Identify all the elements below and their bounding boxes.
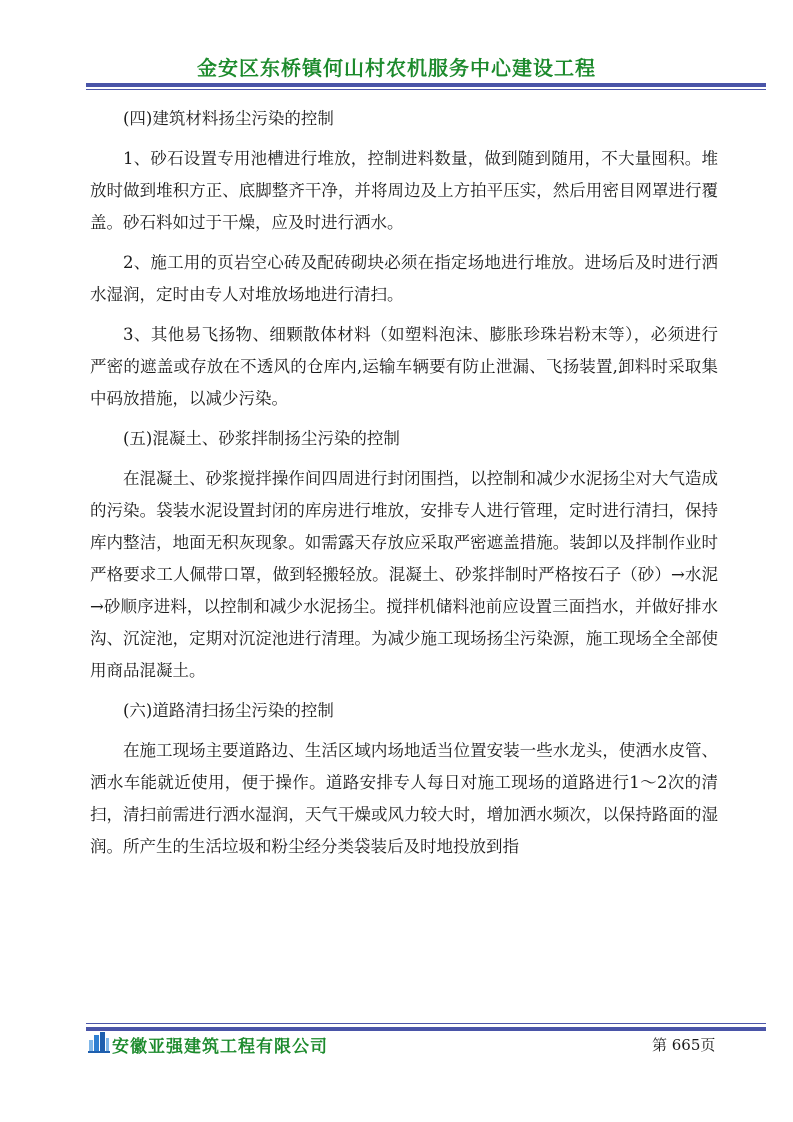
footer-rule-thin xyxy=(86,1023,766,1024)
body-paragraph: 2、施工用的页岩空心砖及配砖砌块必须在指定场地进行堆放。进场后及时进行洒水湿润，定时由专人对堆放场地进行清扫。 xyxy=(90,253,718,304)
footer-rule-thick xyxy=(86,1027,766,1031)
header-rule-thick xyxy=(86,83,766,87)
section-heading-6: (六)道路清扫扬尘污染的控制 xyxy=(123,701,334,720)
footer-company-name: 安徽亚强建筑工程有限公司 xyxy=(112,1037,328,1057)
body-paragraph: 在施工现场主要道路边、生活区域内场地适当位置安装一些水龙头，使洒水皮管、洒水车能就近使用，便于操作。道路安排专人每日对施工现场的道路进行1～2次的清扫，清扫前需进行洒水湿润，天气干燥或风力较大时，增加洒水频次，以保持路面的湿润。所产生的生活垃圾和粉尘经分类袋装后及时地投放到指 xyxy=(90,741,718,856)
document-header-title: 金安区东桥镇何山村农机服务中心建设工程 xyxy=(197,56,596,80)
document-body xyxy=(90,103,718,863)
body-paragraph: 1、砂石设置专用池槽进行堆放，控制进料数量，做到随到随用，不大量囤积。堆放时做到堆积方正、底脚整齐干净，并将周边及上方拍平压实，然后用密目网罩进行覆盖。砂石料如过于干燥，应及时进行洒水。 xyxy=(90,149,718,232)
body-paragraph: 3、其他易飞扬物、细颗散体材料（如塑料泡沫、膨胀珍珠岩粉末等），必须进行严密的遮盖或存放在不透风的仓库内,运输车辆要有防止泄漏、飞扬装置,卸料时采取集中码放措施，以减少污染。 xyxy=(90,325,718,408)
building-logo-icon xyxy=(88,1031,110,1053)
body-paragraph: 在混凝土、砂浆搅拌操作间四周进行封闭围挡，以控制和减少水泥扬尘对大气造成的污染。袋装水泥设置封闭的库房进行堆放，安排专人进行管理，定时进行清扫，保持库内整洁，地面无积灰现象。如需露天存放应采取严密遮盖措施。装卸以及拌制作业时严格要求工人佩带口罩，做到轻搬轻放。混凝土、砂浆拌制时严格按石子（砂）→水泥→砂顺序进料，以控制和减少水泥扬尘。搅拌机储料池前应设置三面挡水，并做好排水沟、沉淀池，定期对沉淀池进行清理。为减少施工现场扬尘污染源，施工现场全全部使用商品混凝土。 xyxy=(90,469,718,680)
page-number: 第 665页 xyxy=(652,1036,716,1054)
header-rule-thin xyxy=(86,89,766,90)
section-heading-4: (四)建筑材料扬尘污染的控制 xyxy=(123,109,334,128)
section-heading-5: (五)混凝土、砂浆拌制扬尘污染的控制 xyxy=(123,429,400,448)
